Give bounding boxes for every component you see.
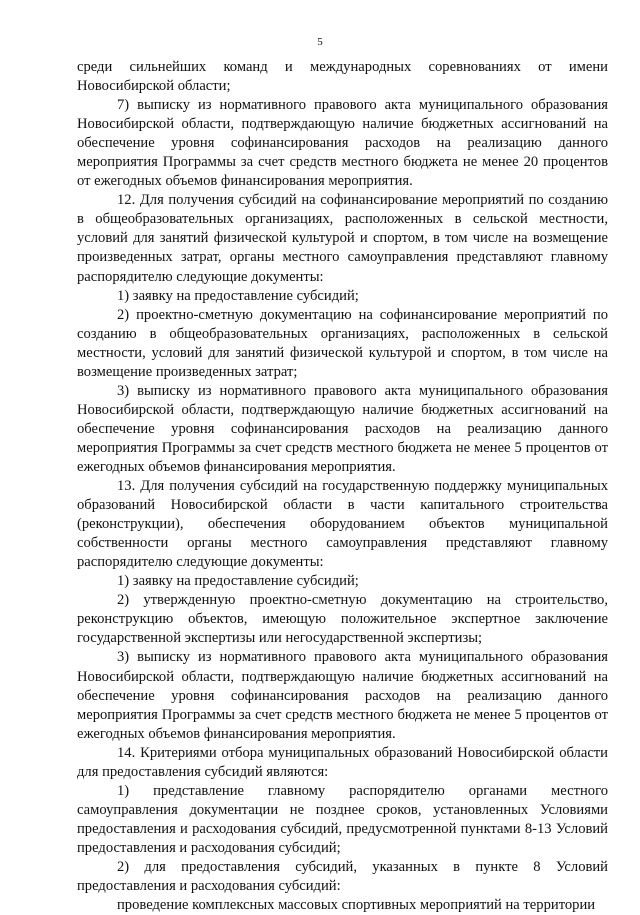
paragraph-clause-12: 12. Для получения субсидий на софинансирование мероприятий по созданию в общеобразовательных организациях, расположенных в сельской местности, условий для занятий физической культурой и спортом, в том числе на возмещение произведенных затрат, органы местного самоуправления представляют главному распорядителю следующие документы: — [77, 192, 608, 285]
paragraph-continuation: среди сильнейших команд и международных соревнованиях от имени Новосибирской области; — [77, 59, 608, 95]
paragraph-clause-13-item-2: 2) утвержденную проектно-сметную документацию на строительство, реконструкцию объектов, имеющую положительное экспертное заключение государственной экспертизы или негосударственной экспертизы; — [77, 592, 608, 647]
paragraph-item-7: 7) выписку из нормативного правового акта муниципального образования Новосибирской области, подтверждающую наличие бюджетных ассигнований на обеспечение уровня софинансирования расходов на реализацию данного мероприятия Программы за счет средств местного бюджета не менее 20 процентов от ежегодных объемов финансирования мероприятия. — [77, 97, 608, 190]
paragraph-clause-13: 13. Для получения субсидий на государственную поддержку муниципальных образований Новосибирской области в части капитального строительства (реконструкции), обеспечения оборудованием объектов муниципальной собственности органы местного самоуправления представляют главному распорядителю следующие документы: — [77, 478, 608, 571]
paragraph-clause-12-item-1: 1) заявку на предоставление субсидий; — [117, 287, 359, 304]
paragraph-clause-13-item-3: 3) выписку из нормативного правового акта муниципального образования Новосибирской области, подтверждающую наличие бюджетных ассигнований на обеспечение уровня софинансирования расходов на реализацию данного мероприятия Программы за счет средств местного бюджета не менее 5 процентов от ежегодных объемов финансирования мероприятия. — [77, 649, 608, 742]
paragraph-clause-14-item-2: 2) для предоставления субсидий, указанных в пункте 8 Условий предоставления и расходования субсидий: — [77, 858, 608, 895]
document-body — [77, 58, 608, 915]
paragraph-clause-12-item-2: 2) проектно-сметную документацию на софинансирование мероприятий по созданию в общеобразовательных организациях, расположенных в сельской местности, условий для занятий физической культурой и спортом, в том числе на возмещение произведенных затрат; — [77, 306, 608, 380]
paragraph-clause-13-item-1: 1) заявку на предоставление субсидий; — [117, 573, 359, 590]
paragraph-clause-14: 14. Критериями отбора муниципальных образований Новосибирской области для предоставления субсидий являются: — [77, 744, 608, 780]
paragraph-clause-14-item-1: 1) представление главному распорядителю органами местного самоуправления документации не позднее сроков, установленных Условиями предоставления и расходования субсидий, предусмотренной пунктами 8-13 Условий предоставления и расходования субсидий; — [77, 782, 608, 856]
page-number: 5 — [317, 36, 323, 48]
paragraph-clause-12-item-3: 3) выписку из нормативного правового акта муниципального образования Новосибирской области, подтверждающую наличие бюджетных ассигнований на обеспечение уровня софинансирования расходов на реализацию данного мероприятия Программы за счет средств местного бюджета не менее 5 процентов от ежегодных объемов финансирования мероприятия. — [77, 382, 608, 475]
paragraph-clause-14-item-2-sub: проведение комплексных массовых спортивных мероприятий на территории — [117, 897, 596, 914]
